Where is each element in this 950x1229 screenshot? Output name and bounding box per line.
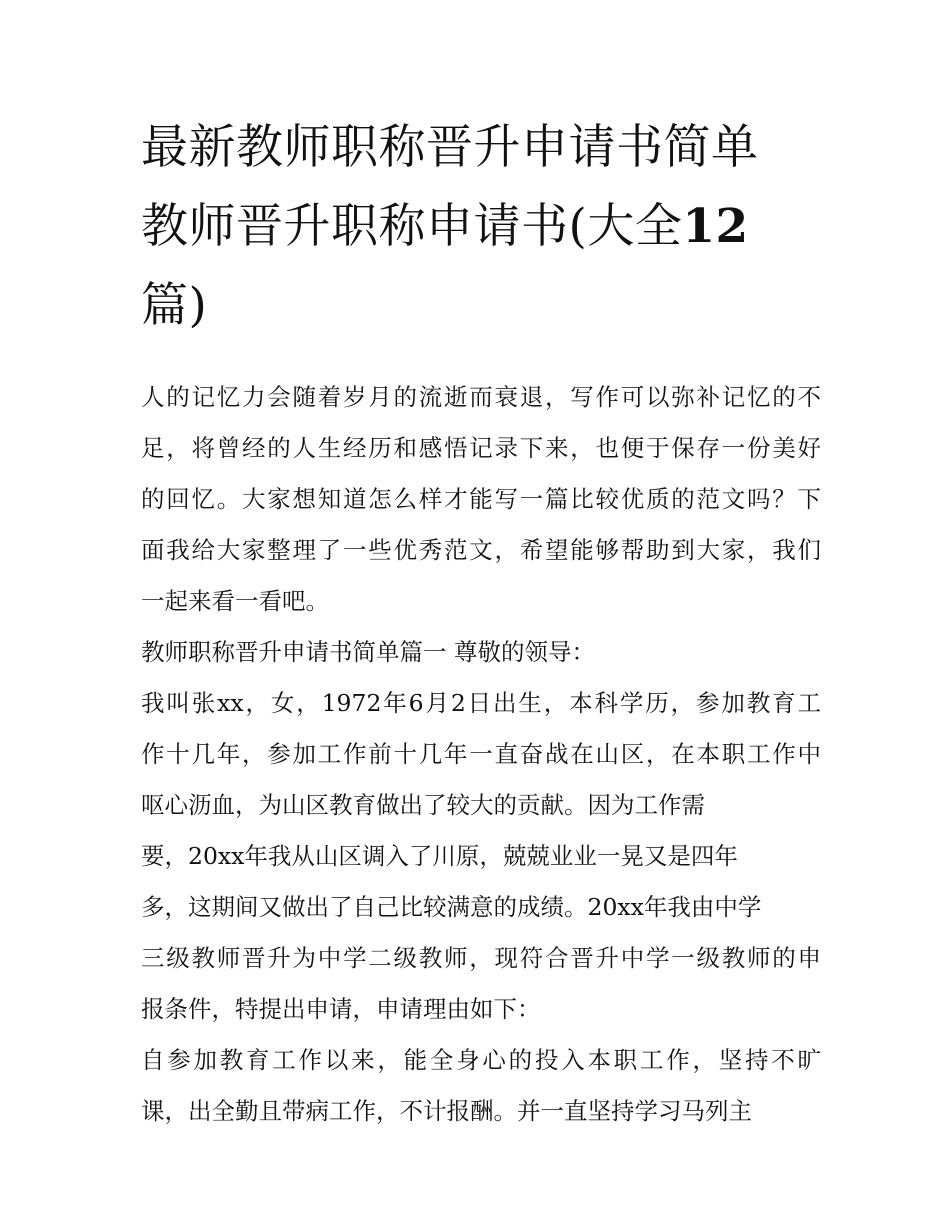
intro-line: 一起来看一看吧。 [141, 587, 329, 615]
intro-line: 足，将曾经的人生经历和感悟记录下来，也便于保存一份美好 [141, 434, 821, 462]
paragraph-line: 自参加教育工作以来，能全身心的投入本职工作，坚持不旷 [141, 1046, 821, 1074]
paragraph-line: 作十几年，参加工作前十几年一直奋战在山区，在本职工作中 [141, 740, 821, 768]
paragraph-line: 报条件，特提出申请，申请理由如下： [141, 995, 541, 1023]
title-line-2-text: 教师晋升职称申请书(大全 [141, 199, 683, 254]
document-content [141, 108, 821, 1137]
paragraph-line: 要，20xx年我从山区调入了川原，兢兢业业一晃又是四年 [141, 842, 738, 870]
paragraph-line: 课，出全勤且带病工作，不计报酬。并一直坚持学习马列主 [141, 1097, 752, 1125]
intro-line: 人的记忆力会随着岁月的流逝而衰退，写作可以弥补记忆的不 [141, 383, 821, 411]
intro-line: 面我给大家整理了一些优秀范文，希望能够帮助到大家，我们 [141, 536, 821, 564]
paragraph-line: 呕心沥血，为山区教育做出了较大的贡献。因为工作需 [141, 791, 705, 819]
paragraph-line: 我叫张xx，女，1972年6月2日出生，本科学历，参加教育工 [141, 689, 821, 717]
paragraph-line: 三级教师晋升为中学二级教师，现符合晋升中学一级教师的申 [141, 944, 821, 972]
paragraph-1 [141, 678, 821, 1035]
title-line-1: 最新教师职称晋升申请书简单 [141, 120, 759, 175]
title-line-3: 篇) [141, 278, 208, 333]
paragraph-2 [141, 1035, 821, 1137]
section-heading-text: 教师职称晋升申请书简单篇一 尊敬的领导： [141, 638, 595, 666]
paragraph-line: 多，这期间又做出了自己比较满意的成绩。20xx年我由中学 [141, 893, 762, 921]
document-body [141, 372, 821, 1137]
title-line-2 [141, 187, 821, 266]
intro-paragraph [141, 372, 821, 627]
document-title [141, 108, 821, 345]
intro-line: 的回忆。大家想知道怎么样才能写一篇比较优质的范文吗？下 [141, 485, 821, 513]
title-number: 12 [682, 199, 749, 254]
section-heading [141, 627, 821, 678]
